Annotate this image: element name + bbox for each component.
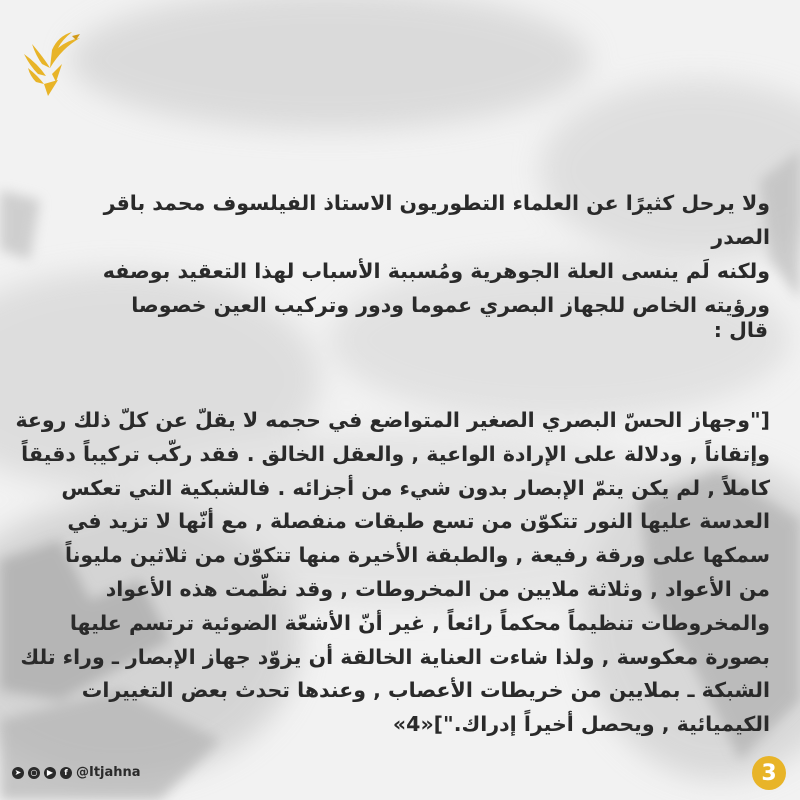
quote-paragraph <box>15 404 770 742</box>
quote-line: ["وجهاز الحسّ البصري الصغير المتواضع في حجمه لا يقلّ عن كلّ ذلك روعة <box>15 408 770 432</box>
telegram-icon[interactable]: ➤ <box>12 767 24 779</box>
page-number-badge: 3 <box>752 756 786 790</box>
quote-line: الكيميائية , ويحصل أخيراً إدراك."]«4» <box>392 712 770 737</box>
brand-logo <box>22 24 84 100</box>
facebook-icon[interactable]: f <box>60 767 72 779</box>
quote-line: سمكها على ورقة رفيعة , والطبقة الأخيرة منها تتكوّن من ثلاثين مليوناً <box>65 543 770 568</box>
youtube-icon[interactable]: ▶ <box>44 767 56 779</box>
said-label: قال : <box>713 318 768 342</box>
quote-line: وإتقاناً , ودلالة على الإرادة الواعية , والعقل الخالق . فقد ركّب تركيباً دقيقاً <box>21 441 770 466</box>
social-footer <box>12 765 141 780</box>
quote-line: بصورة معكوسة , ولذا شاءت العناية الخالقة أن يزوّد جهاز الإبصار ـ وراء تلك <box>20 644 770 669</box>
intro-line: ورؤيته الخاص للجهاز البصري عموما ودور وتركيب العين خصوصا <box>131 293 770 317</box>
quote-line: والمخروطات تنظيماً محكماً رائعاً , غير أنّ الأشعّة الضوئية ترتسم عليها <box>69 610 770 635</box>
intro-line: ولا يرحل كثيرًا عن العلماء التطوريون الاستاذ الفيلسوف محمد باقر الصدر <box>103 191 770 249</box>
social-handle[interactable]: @Itjahna <box>76 765 141 780</box>
intro-line: ولكنه لَم ينسى العلة الجوهرية ومُسببة الأسباب لهذا التعقيد بوصفه <box>102 259 770 283</box>
intro-paragraph <box>50 186 770 322</box>
quote-line: الشبكة ـ بملايين من خريطات الأعصاب , وعندها تحدث بعض التغييرات <box>81 678 770 703</box>
quote-line: من الأعواد , وثلاثة ملايين من المخروطات , وقد نظّمت هذه الأعواد <box>105 576 770 601</box>
instagram-icon[interactable]: ○ <box>28 767 40 779</box>
quote-line: العدسة عليها النور تتكوّن من تسع طبقات منفصلة , مع أنّها لا تزيد في <box>67 509 770 534</box>
quote-line: كاملاً , لم يكن يتمّ الإبصار بدون شيء من أجزائه . فالشبكية التي تعكس <box>61 475 770 500</box>
